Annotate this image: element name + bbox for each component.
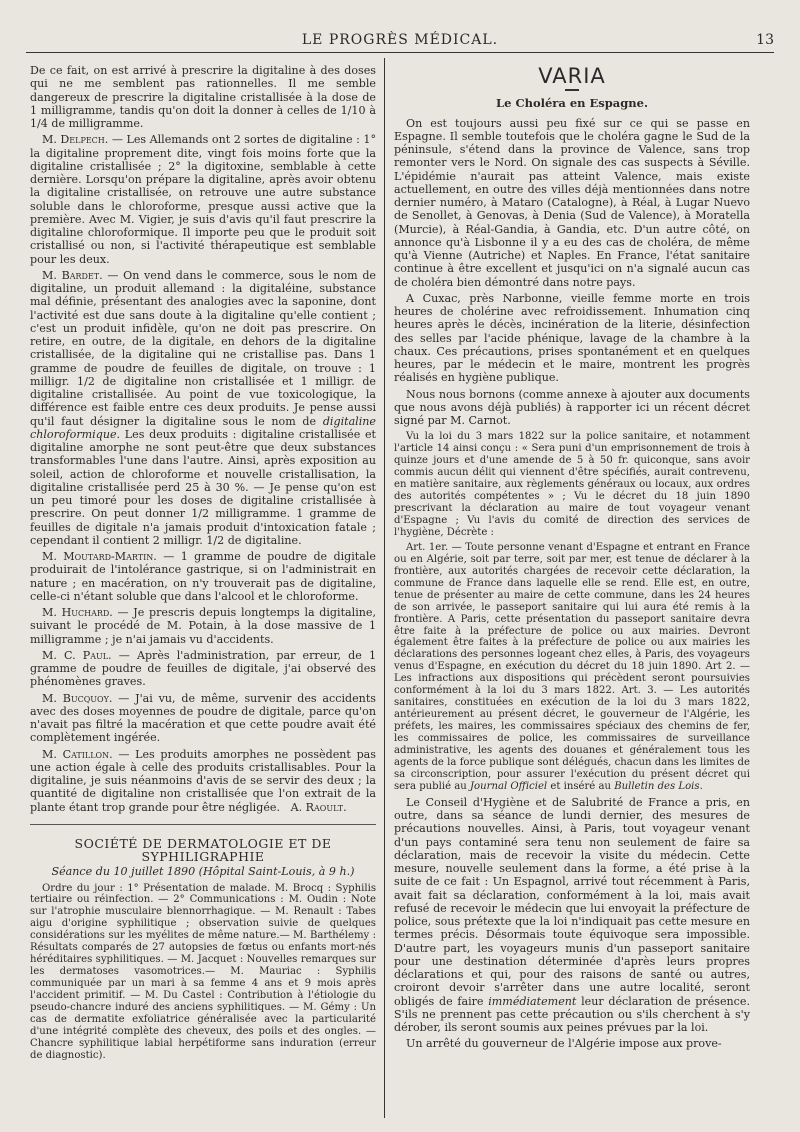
paragraph-text: — Les Allemands ont 2 sortes de digitaline : 1° la digitaline proprement dite, vingt fois moins forte que la digitaline cristallisée ; 2° la digitoxine, semblable à cette dernière. Lorsqu'on prépare la digitaline, après avoir obtenu la digitaline cristallisée, on retrouve une autre substance soluble dans le chloroforme, presque aussi active que la première. Avec M. Vigier, je suis d'avis qu'il faut prescrire la digitaline chloroformique. Il importe peu que le produit soit cristallisé ou non, si l'activité thérapeutique est semblable pour les deux. xyxy=(30,133,376,266)
paragraph xyxy=(30,748,376,814)
italic-term: immédiatement xyxy=(488,994,577,1008)
paragraph-text: Le Conseil d'Hygiène et de Salubrité de France a pris, en outre, dans sa séance de lundi dernier, des mesures de précautions nouvelles. Ainsi, à Paris, tout voyageur venant d'un pays contaminé sera tenu non seulement de faire sa déclaration, mais de recevoir la visite du médecin. Cette mesure, nouvelle seulement dans la forme, a été prise à la suite de ce fait : Un Espagnol, arrivé tout récemment à Paris, avait fait sa déclaration, conformément à la loi, mais avait refusé de recevoir le médecin que lui envoyait la préfecture de police, sous prétexte que la loi n'indiquait pas cette mesure en termes précis. Désormais toute équivoque sera impossible. D'autre part, les voyageurs munis d'un passeport sanitaire pour une destination déterminée d'après leurs propres déclarations et qui, pour des raisons de santé ou autres, croiront devoir s'arrêter dans une autre localité, seront obligés de faire xyxy=(394,795,750,1008)
page-number: 13 xyxy=(756,32,774,48)
italic-term: digitaline chloroformique xyxy=(30,414,376,441)
italic-title: Bulletin des Lois xyxy=(614,780,700,792)
running-title: LE PROGRÈS MÉDICAL. xyxy=(301,32,499,48)
paragraph-text: — J'ai vu, de même, survenir des accidents avec des doses moyennes de poudre de digitale, parce qu'on n'avait pas filtré la macération et que cette poudre avait été complètement ingérée. xyxy=(30,691,376,745)
paragraph-text: — On vend dans le commerce, sous le nom de digitaline, un produit allemand : la digitaléine, substance mal définie, présentant des analogies avec la saponine, dont l'activité est due sans doute à la digitaline qu'elle contient ; c'est un produit infidèle, qu'on ne doit pas prescrire. On retire, en outre, de la digitale, en dehors de la digitaline cristallisée, de la digitaline qui ne cristallise pas. Dans 1 gramme de poudre de feuilles de digitale, on trouve : 1 milligr. 1/2 de digitaline non cristallisée et 1 milligr. de digitaline cristallisée. Au point de vue toxicologique, la différence est faible entre ces deux produits. Je pense aussi qu'il faut désigner la digitaline sous le nom de xyxy=(30,268,376,428)
speaker-name: M. Huchard. xyxy=(42,606,113,619)
section-rule xyxy=(30,824,376,825)
speaker-name: M. Delpech. xyxy=(42,133,109,147)
left-column xyxy=(30,64,376,1065)
paragraph xyxy=(30,649,376,689)
section-heading: SOCIÉTÉ DE DERMATOLOGIE ET DE SYPHILIGRAPHIE xyxy=(74,835,332,864)
speaker-name: M. Bucquoy. xyxy=(42,691,113,705)
paragraph xyxy=(30,133,376,266)
decree-articles xyxy=(394,542,750,793)
varia-heading: VARIA xyxy=(538,64,606,88)
paragraph xyxy=(30,269,376,547)
session-date: Séance du 10 juillet 1890 (Hôpital Saint-Louis, à 9 h.) xyxy=(51,865,355,879)
paragraph-text: — Les produits amorphes ne possèdent pas une action égale à celle des produits cristallisables. Pour la digitaline, je suis néanmoins d'avis de se servir des deux ; la quantité de digitaline non cristallisée que l'on extrait de la plante étant trop grande pour être négligée. xyxy=(30,747,376,814)
paragraph: Un arrêté du gouverneur de l'Algérie impose aux prove- xyxy=(406,1037,722,1051)
paragraph: A Cuxac, près Narbonne, vieille femme morte en trois heures de cholérine avec refroidissement. Inhumation cinq heures après le décès, incinération de la literie, désinfection des selles par l'acide phénique, lavage de la chambre à la chaux. Ces précautions, prises spontanément et en quelques heures, par le médecin et le maire, montrent les progrès réalisés en hygiène publique. xyxy=(394,291,750,385)
heading-dash xyxy=(565,89,579,91)
header-rule xyxy=(26,52,774,53)
paragraph xyxy=(30,692,376,745)
paragraph-text: — 1 gramme de poudre de digitale produirait de l'intolérance gastrique, si on l'administrait en nature ; en macération, on n'y trouverait pas de digitaline, celle-ci n'étant soluble que dans l'alcool et le chloroforme. xyxy=(30,550,376,603)
italic-title: Journal Officiel xyxy=(470,780,548,792)
speaker-name: M. C. Paul. xyxy=(42,648,112,662)
decree-text: Art. 1er. — Toute personne venant d'Espagne et entrant en France ou en Algérie, soit par terre, soit par mer, est tenue de déclarer à la frontière, aux autorités chargées de recevoir cette déclaration, la commune de France dans laquelle elle se rend. Elle est, en outre, tenue de présenter au maire de cette commune, dans les 24 heures de son arrivée, le passeport sanitaire qui lui aura été remis à la frontière. A Paris, cette présentation du passeport sanitaire devra être faite à la préfecture de police ou aux mairies. Devront également être faites à la préfecture de police ou aux mairies les déclarations des personnes logeant chez elles, à Paris, des voyageurs venus d'Espagne, en exécution du décret du 18 juin 1890. Art 2. — Les infractions aux dispositions qui précèdent seront poursuivies conformément à la loi du 3 mars 1822. Art. 3. — Les autorités sanitaires, constituées en exécution de la loi du 3 mars 1822, antérieurement au présent décret, le gouverneur de l'Algérie, les préfets, les maires, les commissaires spéciaux des chemins de fer, les commissaires de police, les commissaires de surveillance administrative, les agents des douanes et généralement tous les agents de la force publique sont délégués, chacun dans les limites de sa circonscription, pour assurer l'exécution du présent décret qui sera publié au xyxy=(394,541,750,792)
speaker-name: M. Bardet. xyxy=(42,268,103,282)
column-divider xyxy=(384,58,385,1118)
author-signature: A. Raoult. xyxy=(290,800,347,814)
decree-preamble: Vu la loi du 3 mars 1822 sur la police sanitaire, et notamment l'article 14 ainsi conçu : « Sera puni d'un emprisonnement de trois à quinze jours et d'une amende de 5 à 50 fr. quiconque, sans avoir commis aucun délit qui viennent d'être spécifiés, aurait contrevenu, en matière sanitaire, aux règlements généraux ou locaux, aux ordres des autorités compétentes » ; Vu le décret du 18 juin 1890 prescrivant la déclaration au maire de tout voyageur venant d'Espagne ; Vu l'avis du comité de direction des services de l'hygiène, Décrète : xyxy=(394,431,750,538)
paragraph-text: — Je prescris depuis longtemps la digitaline, suivant le procédé de M. Potain, à la dose massive de 1 milligramme ; je n'ai jamais vu d'accidents. xyxy=(30,606,376,646)
paragraph xyxy=(394,796,750,1035)
article-title: Le Choléra en Espagne. xyxy=(496,96,648,111)
speaker-name: M. Catillon. xyxy=(42,747,113,761)
paragraph-text: — Après l'administration, par erreur, de 1 gramme de poudre de feuilles de digitale, j'ai observé des phénomènes graves. xyxy=(30,648,376,689)
paragraph: Nous nous bornons (comme annexe à ajouter aux documents que nous avons déjà publiés) à rapporter ici un récent décret signé par M. Carnot. xyxy=(394,387,750,427)
paragraph xyxy=(30,550,376,603)
paragraph-text: leur déclaration de présence. S'ils ne prennent pas cette précaution ou s'ils cherchent à s'y dérober, ils seront soumis aux peines prévues par la loi. xyxy=(394,994,750,1035)
decree-text: . xyxy=(699,780,703,792)
decree-text: et inséré au xyxy=(547,780,615,792)
page-header xyxy=(26,30,774,52)
paragraph-text: . Les deux produits : digitaline cristallisée et digitaline amorphe ne sont peut-être que deux substances transformables l'une dans l'autre. Ainsi, après exposition au soleil, action de chloroforme et nouvelle cristallisation, la digitaline cristallisée perd 25 à 30 %. — Je pense qu'on est un peu timoré pour les doses de digitaline cristallisée à prescrire. On peut donner 1/2 milligramme. 1 gramme de feuilles de digitale n'a jamais produit d'intoxication fatale ; cependant il contient 2 milligr. 1/2 de digitaline. xyxy=(30,427,376,547)
paragraph xyxy=(30,606,376,646)
paragraph: On est toujours aussi peu fixé sur ce qui se passe en Espagne. Il semble toutefois que le choléra gagne le Sud de la péninsule, s'étend dans la province de Valence, sans trop remonter vers le Nord. On signale des cas suspects à Séville. L'épidémie n'aurait pas atteint Valence, mais existe actuellement, en outre des villes déjà mentionnées dans notre dernier numéro, à Mataro (Catalogne), à Réal, à Lugar Nuevo de Senollet, à Genovas, à Denia (Sud de Valence), à Moratella (Murcie), à Réal-Gandia, à Gandia, etc. D'un autre côté, on annonce qu'à Lisbonne il y a eu des cas de choléra, de même qu'à Vienne (Autriche) et Naples. En France, l'état sanitaire continue à être excellent et jusqu'ici on n'a signalé aucun cas de choléra bien démontré dans notre pays. xyxy=(394,116,750,289)
order-of-day: Ordre du jour : 1° Présentation de malade. M. Brocq : Syphilis tertiaire ou réinfection. — 2° Communications : M. Oudin : Note sur l'atrophie musculaire blennorrhagique. — M. Renault : Tabes aigu d'origine syphilitique ; observation suivie de quelques considérations sur les myélites de même nature.— M. Barthélemy : Résultats comparés de 27 autopsies de fœtus ou enfants mort-nés héréditaires syphilitiques. — M. Jacquet : Nouvelles remarques sur les dermatoses vasomotrices.— M. Mauriac : Syphilis communiquée par un mari à sa femme 4 ans et 9 mois après l'accident primitif. — M. Du Castel : Contribution à l'étiologie du pseudo-chancre induré des anciens syphilitiques. — M. Gémy : Un cas de dermatite exfoliatrice généralisée avec la particularité d'une intégrité complète des cheveux, des poils et des ongles. — Chancre syphilitique labial herpétiforme sans induration (erreur de diagnostic). xyxy=(30,882,376,1061)
paragraph: De ce fait, on est arrivé à prescrire la digitaline à des doses qui ne me semblent pas rationnelles. Il me semble dangereux de prescrire la digitaline cristallisée à la dose de 1 milligramme, tandis qu'on doit la donner à celles de 1/10 à 1/4 de milligramme. xyxy=(30,64,376,130)
speaker-name: M. Moutard-Martin. xyxy=(42,550,157,563)
right-column xyxy=(394,64,750,1054)
